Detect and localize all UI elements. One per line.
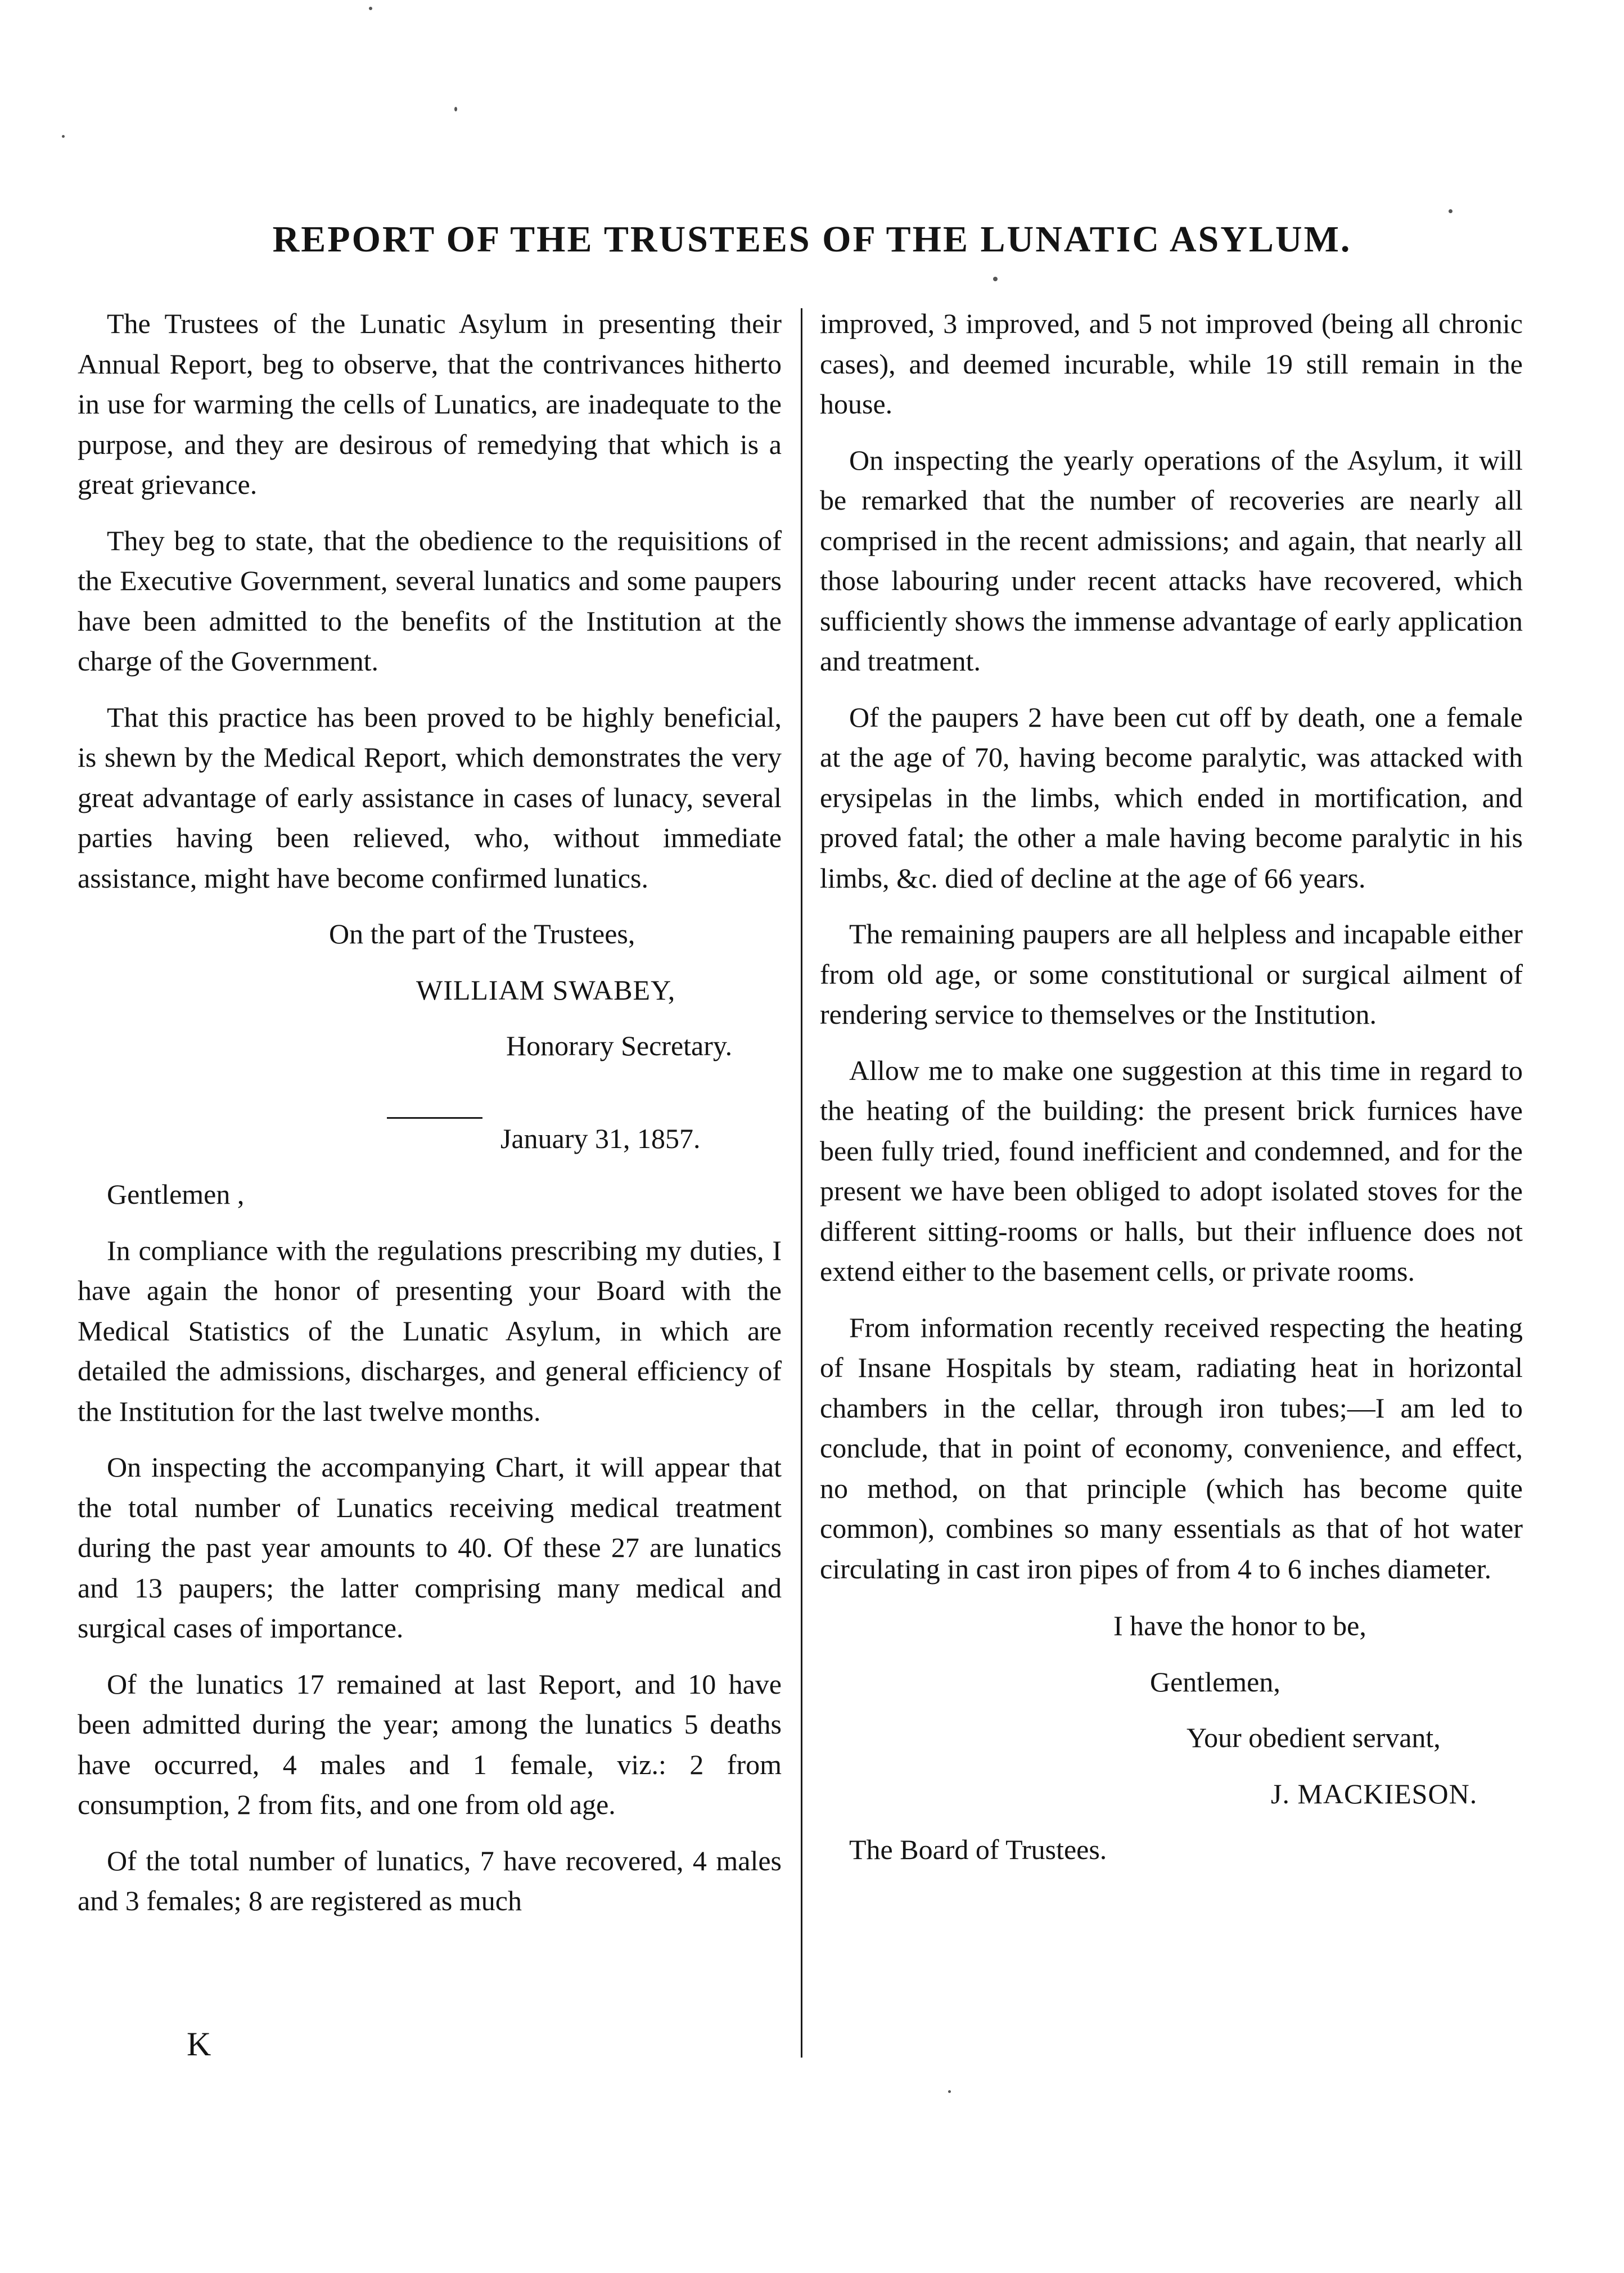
medical-paragraph-9: From information recently received respecting the heating of Insane Hospitals by steam, radiating heat in horizontal chambers in the cellar, through iron tubes;—I am led to conclude, that in point of economy, convenience, and effect, no method, on that principle (which has become quite common), combines so many essentials as that of hot water circulating in cast iron pipes of from 4 to 6 inches diameter. — [820, 1311, 1523, 1585]
medical-paragraph-1: In compliance with the regulations prescribing my duties, I have again the honor of presenting your Board with the Medical Statistics of the Lunatic Asylum, in which are detailed the admissions, discharges, and general efficiency of the Institution for the last twelve months. — [78, 1234, 782, 1427]
medical-salutation: Gentlemen , — [107, 1178, 245, 1210]
signature-mark: K — [187, 2026, 211, 2063]
page-title: REPORT OF THE TRUSTEES OF THE LUNATIC ASYLUM. — [272, 219, 1352, 260]
right-column — [820, 304, 1523, 1886]
medical-paragraph-2: On inspecting the accompanying Chart, it will appear that the total number of Lunatics receiving medical treatment during the past year amounts to 40. Of these 27 are lunatics and 13 paupers; the latter comprising many medical and surgical cases of importance. — [78, 1451, 782, 1644]
print-speck — [1449, 209, 1452, 213]
closing-block — [820, 1606, 1523, 1814]
print-speck — [369, 7, 372, 10]
left-column — [78, 304, 782, 1921]
closing-line-3: Your obedient servant, — [1187, 1722, 1441, 1753]
print-speck — [993, 277, 998, 281]
medical-paragraph-8: Allow me to make one suggestion at this time in regard to the heating of the building: the present brick furnices have been fully tried, found inefficient and condemned, and for the present we have been obliged to adopt isolated stoves for the different sitting-rooms or halls, but their influence does not extend either to the basement cells, or private rooms. — [820, 1054, 1523, 1287]
closing-line-1: I have the honor to be, — [1113, 1610, 1366, 1641]
trustees-signature-intro: On the part of the Trustees, — [329, 918, 635, 949]
medical-paragraph-6: Of the paupers 2 have been cut off by death, one a female at the age of 70, having become paralytic, was attacked with erysipelas in the limbs, which ended in mortification, and proved fatal; the other a male having become paralytic in his limbs, &c. died of decline at the age of 66 years. — [820, 701, 1523, 894]
report-date: January 31, 1857. — [500, 1122, 701, 1154]
print-speck — [948, 2090, 951, 2093]
print-speck — [454, 107, 457, 111]
trustees-paragraph-2: They beg to state, that the obedience to the requisitions of the Executive Government, several lunatics and some paupers have been admitted to the benefits of the Institution at the charge of the Government. — [78, 524, 782, 677]
trustees-signature-name: WILLIAM SWABEY, — [416, 974, 676, 1006]
trustees-signature-title: Honorary Secretary. — [506, 1030, 733, 1061]
medical-paragraph-3: Of the lunatics 17 remained at last Report, and 10 have been admitted during the year; among the lunatics 5 deaths have occurred, 4 males and 1 female, viz.: 2 from consumption, 2 from fits, and one from old age. — [78, 1668, 782, 1820]
closing-line-2: Gentlemen, — [1150, 1666, 1280, 1698]
medical-paragraph-4: Of the total number of lunatics, 7 have recovered, 4 males and 3 females; 8 are registered as much — [78, 1844, 782, 1916]
trustees-paragraph-3: That this practice has been proved to be highly beneficial, is shewn by the Medical Report, which demonstrates the very great advantage of early assistance in cases of lunacy, several parties having been relieved, who, without immediate assistance, might have become confirmed lunatics. — [78, 701, 782, 894]
closing-signature-name: J. MACKIESON. — [1271, 1777, 1478, 1810]
medical-paragraph-4-continued: improved, 3 improved, and 5 not improved (being all chronic cases), and deemed incurable, while 19 still remain in the house. — [820, 308, 1523, 420]
trustees-paragraph-1: The Trustees of the Lunatic Asylum in presenting their Annual Report, beg to observe, that the contrivances hitherto in use for warming the cells of Lunatics, are inadequate to the purpose, and they are desirous of remedying that which is a great grievance. — [78, 308, 782, 500]
column-divider — [801, 308, 802, 2058]
addressee-line: The Board of Trustees. — [849, 1834, 1107, 1865]
medical-paragraph-7: The remaining paupers are all helpless and incapable either from old age, or some constitutional or surgical ailment of rendering service to themselves or the Institution. — [820, 918, 1523, 1030]
medical-paragraph-5: On inspecting the yearly operations of the Asylum, it will be remarked that the number of recoveries are nearly all comprised in the recent admissions; and again, that nearly all those labouring under recent attacks have recovered, which sufficiently shows the immense advantage of early application and treatment. — [820, 444, 1523, 677]
print-speck — [62, 135, 65, 138]
